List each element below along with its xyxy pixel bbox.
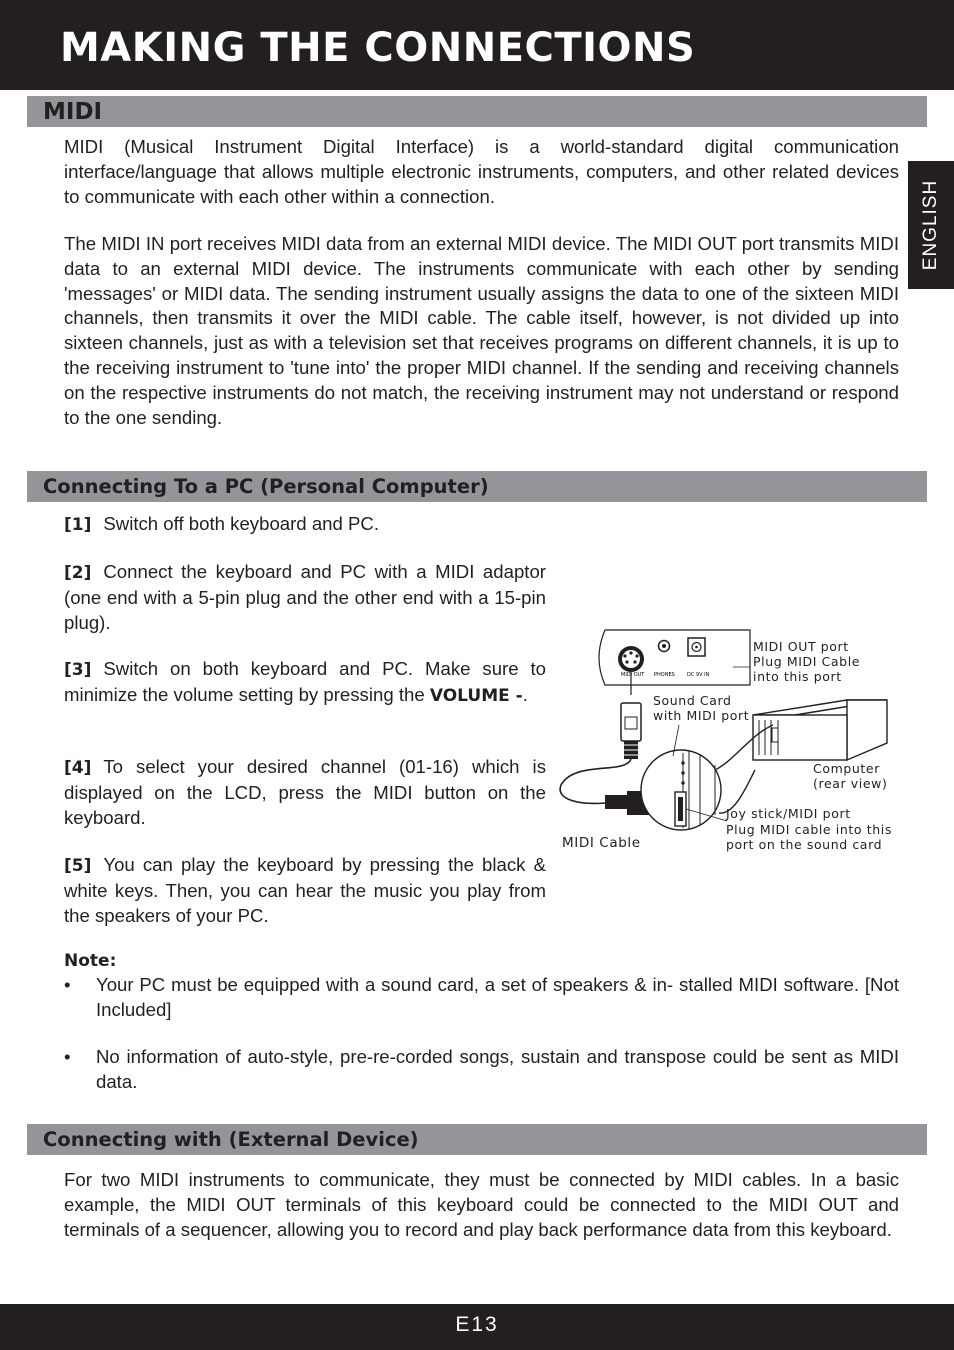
label-joystick-line-3: port on the sound card xyxy=(726,837,883,852)
section-heading-external xyxy=(27,1124,927,1155)
external-device-paragraph: For two MIDI instruments to communicate, they must be connected by MIDI cables. In a basic example, the MIDI OUT terminals of this keyboard could be connected to the MIDI OUT and terminals of a sequencer, allowing you to record and play back performance data from this keyboard. xyxy=(64,1169,899,1240)
section-title-external: Connecting with (External Device) xyxy=(43,1128,419,1151)
label-computer xyxy=(813,761,887,791)
step-3 xyxy=(64,657,546,709)
bullet-symbol: • xyxy=(64,1046,71,1067)
note-item-2-text: No information of auto-style, pre-re-corded songs, sustain and transpose could be sent as MIDI data. xyxy=(96,1046,899,1092)
step-5-number: [5] xyxy=(64,856,92,876)
note-item-1 xyxy=(64,973,899,1023)
section-title-midi: MIDI xyxy=(43,99,103,125)
step-2 xyxy=(64,560,546,635)
midi-ports-paragraph: The MIDI IN port receives MIDI data from an external MIDI device. The MIDI OUT port transmits MIDI data to an external MIDI device. The instruments communicate with each other by sending 'messages' or MIDI data. The sending instrument usually assigns the data to one of the sixteen MIDI channels, then transmits it over the MIDI cable. The cable itself, however, is not divided up into sixteen channels, just as with a television set that receives programs on different channels, it is up to the receiving instrument to 'tune into' the proper MIDI channel. If the sending and receiving channels on the respective instruments do not match, the receiving instrument may not understand or respond to the one sending. xyxy=(64,233,899,428)
label-midi-cable: MIDI Cable xyxy=(562,835,641,851)
step-4-text: To select your desired channel (01-16) which is displayed on the LCD, press the MIDI button on the keyboard. xyxy=(64,756,546,828)
label-computer-line-1: Computer xyxy=(813,761,880,776)
panel-label-dc-in: DC 9V IN xyxy=(687,672,710,678)
note-item-1-text: Your PC must be equipped with a sound card, a set of speakers & in- stalled MIDI software. [Not Included] xyxy=(96,974,899,1020)
label-midi-out-line-2: Plug MIDI Cable xyxy=(753,654,861,669)
footer-bar xyxy=(0,1304,954,1350)
page-number: E13 xyxy=(455,1313,499,1336)
label-computer-line-2: (rear view) xyxy=(813,776,888,791)
label-sound-card-line-2: with MIDI port xyxy=(653,708,750,723)
connection-diagram xyxy=(555,625,900,860)
step-3-period: . xyxy=(522,683,528,705)
label-sound-card-line-1: Sound Card xyxy=(653,693,732,708)
section-heading-midi xyxy=(27,96,927,127)
step-5-text: You can play the keyboard by pressing the black & white keys. Then, you can hear the music you play from the speakers of your PC. xyxy=(64,854,546,926)
label-midi-out-line-1: MIDI OUT port xyxy=(753,639,849,654)
dc-in-socket xyxy=(688,638,705,656)
step-1-text: Switch off both keyboard and PC. xyxy=(103,513,380,534)
header-bar xyxy=(0,0,954,90)
computer-rear xyxy=(753,700,887,760)
note-title: Note: xyxy=(64,951,117,971)
panel-label-midi-out: MIDI OUT xyxy=(621,672,645,678)
section-title-pc: Connecting To a PC (Personal Computer) xyxy=(43,475,489,498)
note-item-2 xyxy=(64,1045,899,1095)
panel-label-phones: PHONES xyxy=(654,672,675,678)
step-1 xyxy=(64,512,546,538)
label-joystick-port xyxy=(725,806,892,852)
bullet-symbol: • xyxy=(64,974,71,995)
step-2-text: Connect the keyboard and PC with a MIDI adaptor (one end with a 5-pin plug and the other end with a 15-pin plug). xyxy=(64,561,546,633)
step-3-text: Switch on both keyboard and PC. Make sure to minimize the volume setting by pressing the xyxy=(64,658,546,705)
step-3-number: [3] xyxy=(64,660,92,680)
midi-intro-paragraph: MIDI (Musical Instrument Digital Interface) is a world-standard digital communication interface/language that allows multiple electronic instruments, computers, and other related devices to communicate with each other within a connection. xyxy=(64,136,899,207)
language-tab-label: ENGLISH xyxy=(920,179,941,271)
label-joystick-line-2: Plug MIDI cable into this xyxy=(726,822,892,837)
step-4 xyxy=(64,755,546,830)
language-tab xyxy=(908,161,954,289)
label-midi-out-line-3: into this port xyxy=(753,669,842,684)
midi-out-socket xyxy=(618,646,644,672)
label-joystick-line-1: Joy stick/MIDI port xyxy=(726,806,851,821)
label-midi-out-port xyxy=(753,639,860,684)
step-4-number: [4] xyxy=(64,758,92,778)
section-heading-pc xyxy=(27,471,927,502)
label-sound-card xyxy=(653,693,749,723)
phones-socket xyxy=(659,641,670,652)
step-1-number: [1] xyxy=(64,515,92,535)
step-2-number: [2] xyxy=(64,563,92,583)
step-5 xyxy=(64,853,546,928)
page-title: MAKING THE CONNECTIONS xyxy=(60,25,696,71)
keyboard-rear-panel xyxy=(599,630,750,685)
volume-button-label: VOLUME - xyxy=(429,685,523,706)
